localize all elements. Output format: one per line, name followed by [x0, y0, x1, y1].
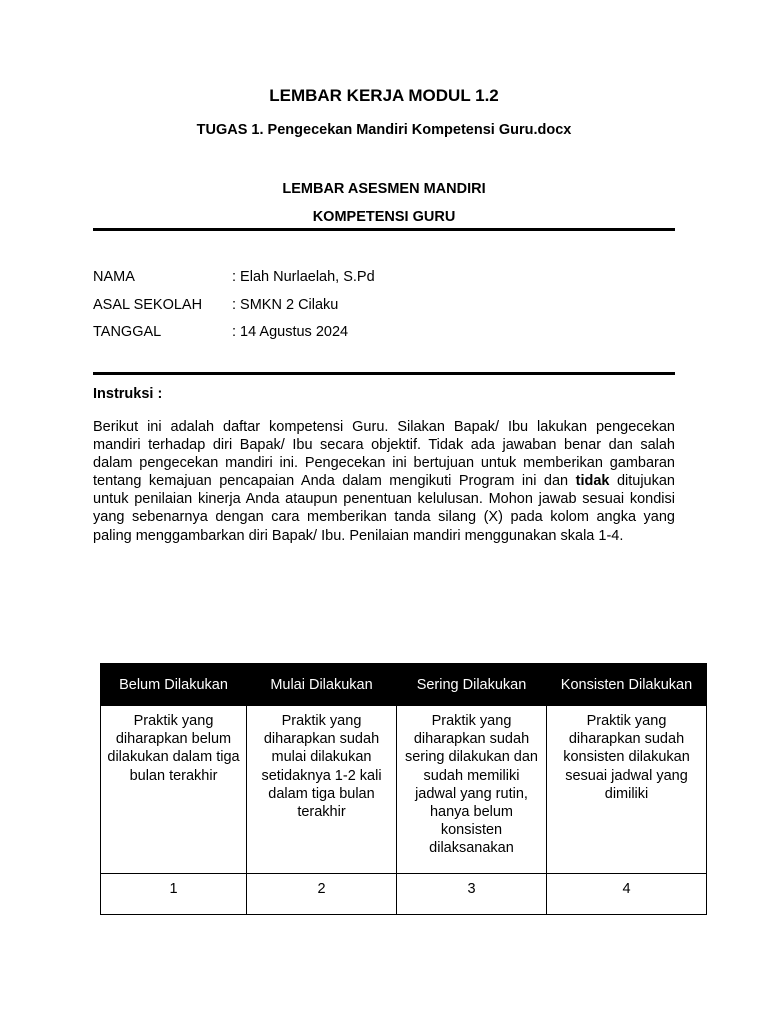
date-label: TANGGAL [93, 324, 162, 340]
identity-row-date [93, 324, 375, 352]
name-label: NAMA [93, 269, 135, 285]
school-value: : SMKN 2 Cilaku [232, 296, 339, 313]
competency-heading: KOMPETENSI GURU [312, 209, 456, 225]
header-sering-dilakukan: Sering Dilakukan [397, 664, 547, 706]
document-title: LEMBAR KERJA MODUL 1.2 [269, 86, 499, 105]
instructions-text-part2: ditujukan untuk penilaian kinerja Anda ataupun penentuan kelulusan. Mohon jawab sesuai kondisi yang sebenarnya dengan cara memberikan tanda silang (X) pada kolom angka yang paling menggambarkan diri Bapak/ Ibu. Penilaian mandiri menggunakan skala 1-4. [93, 473, 675, 544]
description-cell: Praktik yang diharapkan belum dilakukan dalam tiga bulan terakhir [101, 706, 247, 874]
name-value: : Elah Nurlaelah, S.Pd [232, 269, 375, 285]
school-label: ASAL SEKOLAH [93, 296, 203, 313]
rating-scale-table [100, 663, 707, 915]
divider-top [93, 228, 675, 231]
scale-number-cell: 4 [547, 874, 707, 915]
scale-description-row [101, 706, 707, 874]
scale-number-cell: 2 [247, 874, 397, 915]
assessment-heading: LEMBAR ASESMEN MANDIRI [282, 181, 486, 197]
header-belum-dilakukan: Belum Dilakukan [101, 664, 247, 706]
header-mulai-dilakukan: Mulai Dilakukan [247, 664, 397, 706]
header-konsisten-dilakukan: Konsisten Dilakukan [547, 664, 707, 706]
document-subtitle: TUGAS 1. Pengecekan Mandiri Kompetensi Guru.docx [196, 122, 572, 138]
scale-number-row [101, 874, 707, 915]
scale-number-cell: 3 [397, 874, 547, 915]
date-value: : 14 Agustus 2024 [232, 324, 349, 340]
identity-block [93, 269, 375, 352]
divider-bottom [93, 372, 675, 375]
identity-row-name [93, 269, 375, 297]
instructions-label: Instruksi : [93, 386, 163, 402]
description-cell: Praktik yang diharapkan sudah konsisten dilakukan sesuai jadwal yang dimiliki [547, 706, 707, 874]
identity-row-school [93, 297, 375, 325]
scale-number-cell: 1 [101, 874, 247, 915]
description-cell: Praktik yang diharapkan sudah mulai dilakukan setidaknya 1-2 kali dalam tiga bulan terakhir [247, 706, 397, 874]
instructions-paragraph [93, 418, 675, 545]
description-cell: Praktik yang diharapkan sudah sering dilakukan dan sudah memiliki jadwal yang rutin, hanya belum konsisten dilaksanakan [397, 706, 547, 874]
instructions-bold-word: tidak [575, 473, 610, 490]
instructions-text-part1: Berikut ini adalah daftar kompetensi Guru. Silakan Bapak/ Ibu lakukan pengecekan mandiri terhadap diri Bapak/ Ibu secara objektif. Tidak ada jawaban benar dan salah dalam pengecekan mandiri ini. Pengecekan ini bertujuan untuk memberikan gambaran tentang kemajuan pencapaian Anda dalam mengikuti Program ini dan [93, 419, 675, 490]
scale-header-row [101, 664, 707, 706]
